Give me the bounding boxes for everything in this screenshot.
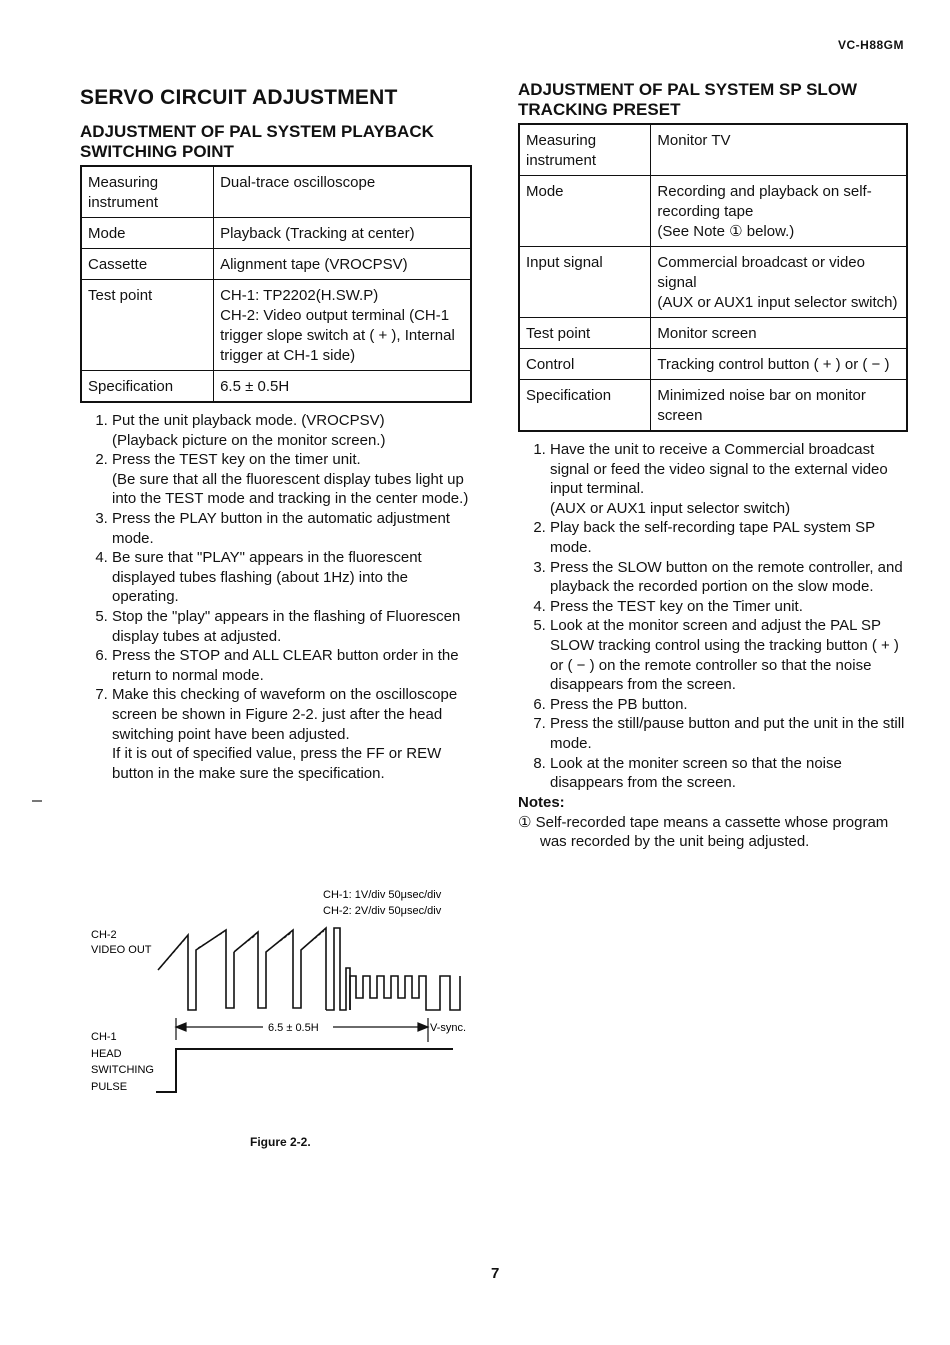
spec-value: Tracking control button ( + ) or ( − ) — [651, 349, 907, 380]
spec-key: Test point — [81, 280, 214, 371]
procedure-step — [112, 411, 472, 450]
spec-value: Playback (Tracking at center) — [214, 218, 471, 249]
ch1-label-line4: PULSE — [91, 1081, 128, 1093]
step-text: Make this checking of waveform on the oscilloscope screen be shown in Figure 2-2. just after the head switching point have been adjusted. — [112, 686, 458, 743]
scale-ch1-label: CH-1: 1V/div 50μsec/div — [323, 889, 442, 901]
procedure-list-left — [80, 411, 472, 783]
procedure-step — [550, 616, 908, 694]
model-number: VC-H88GM — [837, 38, 904, 52]
procedure-step — [550, 754, 908, 793]
spec-table-left — [80, 165, 472, 403]
step-text: Press the PLAY button in the automatic adjustment mode. — [112, 509, 450, 547]
figure-caption: Figure 2-2. — [250, 1135, 311, 1149]
step-text: Have the unit to receive a Commercial broadcast signal or feed the video signal to the external video input terminal. — [550, 441, 888, 498]
step-text: Press the TEST key on the Timer unit. — [550, 597, 803, 615]
step-text: Press the PB button. — [550, 695, 688, 713]
step-subtext: (AUX or AUX1 input selector switch) — [550, 499, 791, 517]
notes-list — [518, 813, 908, 852]
spec-value: Monitor TV — [651, 124, 907, 176]
procedure-step — [112, 450, 472, 509]
spec-row — [519, 176, 907, 247]
procedure-step — [112, 548, 472, 607]
page-number: 7 — [491, 1265, 500, 1282]
spec-key: Measuring instrument — [519, 124, 651, 176]
spec-key: Measuring instrument — [81, 166, 214, 218]
spec-value: Commercial broadcast or video signal (AUX or AUX1 input selector switch) — [651, 247, 907, 318]
spec-row — [519, 247, 907, 318]
step-text: Press the TEST key on the timer unit. — [112, 451, 361, 469]
spec-row — [81, 280, 471, 371]
step-subtext: (Playback picture on the monitor screen.) — [112, 431, 386, 449]
measurement-label: 6.5 ± 0.5H — [268, 1022, 319, 1034]
step-text: Put the unit playback mode. (VROCPSV) — [112, 412, 385, 429]
spec-value: Recording and playback on self-recording tape (See Note ① below.) — [651, 176, 907, 247]
left-column — [80, 80, 472, 783]
procedure-step — [550, 440, 908, 518]
procedure-step — [550, 518, 908, 557]
right-column — [518, 80, 908, 852]
ch2-label-line2: VIDEO OUT — [91, 944, 152, 956]
spec-row — [519, 124, 907, 176]
spec-row — [81, 249, 471, 280]
procedure-step — [550, 597, 908, 617]
spec-row — [81, 218, 471, 249]
margin-mark — [32, 800, 42, 802]
spec-row — [81, 371, 471, 403]
scale-ch2-label: CH-2: 2V/div 50μsec/div — [323, 905, 442, 917]
spec-row — [519, 349, 907, 380]
head-switching-pulse-waveform — [156, 1049, 453, 1092]
procedure-step — [550, 558, 908, 597]
step-text: Stop the "play" appears in the flashing of Fluorescen display tubes at adjusted. — [112, 607, 461, 645]
spec-key: Mode — [81, 218, 214, 249]
spec-key: Cassette — [81, 249, 214, 280]
procedure-step — [550, 695, 908, 715]
vsync-label: V-sync. — [430, 1022, 467, 1034]
section-title-playback-switching: ADJUSTMENT OF PAL SYSTEM PLAYBACK SWITCHING POINT — [80, 122, 434, 161]
spec-key: Specification — [81, 371, 214, 403]
section-title-slow-tracking: ADJUSTMENT OF PAL SYSTEM SP SLOW TRACKING PRESET — [518, 80, 858, 119]
spec-value: Minimized noise bar on monitor screen — [651, 380, 907, 432]
spec-table-right — [518, 123, 908, 432]
procedure-step — [112, 607, 472, 646]
spec-key: Test point — [519, 318, 651, 349]
step-text: Press the STOP and ALL CLEAR button order in the return to normal mode. — [112, 647, 459, 684]
waveform-figure — [88, 880, 478, 1110]
step-text: Play back the self-recording tape PAL system SP mode. — [550, 519, 875, 556]
spec-value: Monitor screen — [651, 318, 907, 349]
step-text: Look at the moniter screen so that the noise disappears from the screen. — [550, 754, 842, 792]
spec-row — [519, 380, 907, 432]
step-subtext: If it is out of specified value, press the FF or REW button in the make sure the specification. — [112, 745, 442, 782]
procedure-step — [550, 714, 908, 753]
step-text: Look at the monitor screen and adjust the PAL SP SLOW tracking control using the tracking button ( + ) or ( − ) on the remote controller so that the noise disappears from the screen. — [550, 617, 899, 694]
step-text: Press the SLOW button on the remote controller, and playback the recorded portion on the slow mode. — [550, 558, 903, 596]
ch2-label-line1: CH-2 — [91, 929, 117, 941]
spec-value: Dual-trace oscilloscope — [214, 166, 471, 218]
spec-key: Input signal — [519, 247, 651, 318]
spec-key: Mode — [519, 176, 651, 247]
step-text: Press the still/pause button and put the unit in the still mode. — [550, 715, 905, 752]
spec-row — [519, 318, 907, 349]
video-out-waveform — [158, 928, 460, 1010]
step-text: Be sure that "PLAY" appears in the fluorescent displayed tubes flashing (about 1Hz) into the operating. — [112, 549, 422, 606]
ch1-label-line2: HEAD — [91, 1048, 122, 1060]
procedure-step — [112, 509, 472, 548]
spec-value: Alignment tape (VROCPSV) — [214, 249, 471, 280]
note-item: ① Self-recorded tape means a cassette whose program was recorded by the unit being adjusted. — [518, 813, 889, 851]
spec-key: Control — [519, 349, 651, 380]
procedure-step — [112, 646, 472, 685]
step-subtext: (Be sure that all the fluorescent display tubes light up into the TEST mode and tracking in the center mode.) — [112, 470, 469, 508]
procedure-list-right — [518, 440, 908, 793]
ch1-label-line1: CH-1 — [91, 1031, 117, 1043]
spec-value: 6.5 ± 0.5H — [214, 371, 471, 403]
spec-row — [81, 166, 471, 218]
procedure-step — [112, 685, 472, 783]
ch1-label-line3: SWITCHING — [91, 1064, 154, 1076]
page-main-title: SERVO CIRCUIT ADJUSTMENT — [80, 86, 398, 109]
notes-heading: Notes: — [518, 793, 565, 811]
spec-key: Specification — [519, 380, 651, 432]
spec-value: CH-1: TP2202(H.SW.P) CH-2: Video output terminal (CH-1 trigger slope switch at ( + ), Internal trigger at CH-1 side) — [214, 280, 471, 371]
